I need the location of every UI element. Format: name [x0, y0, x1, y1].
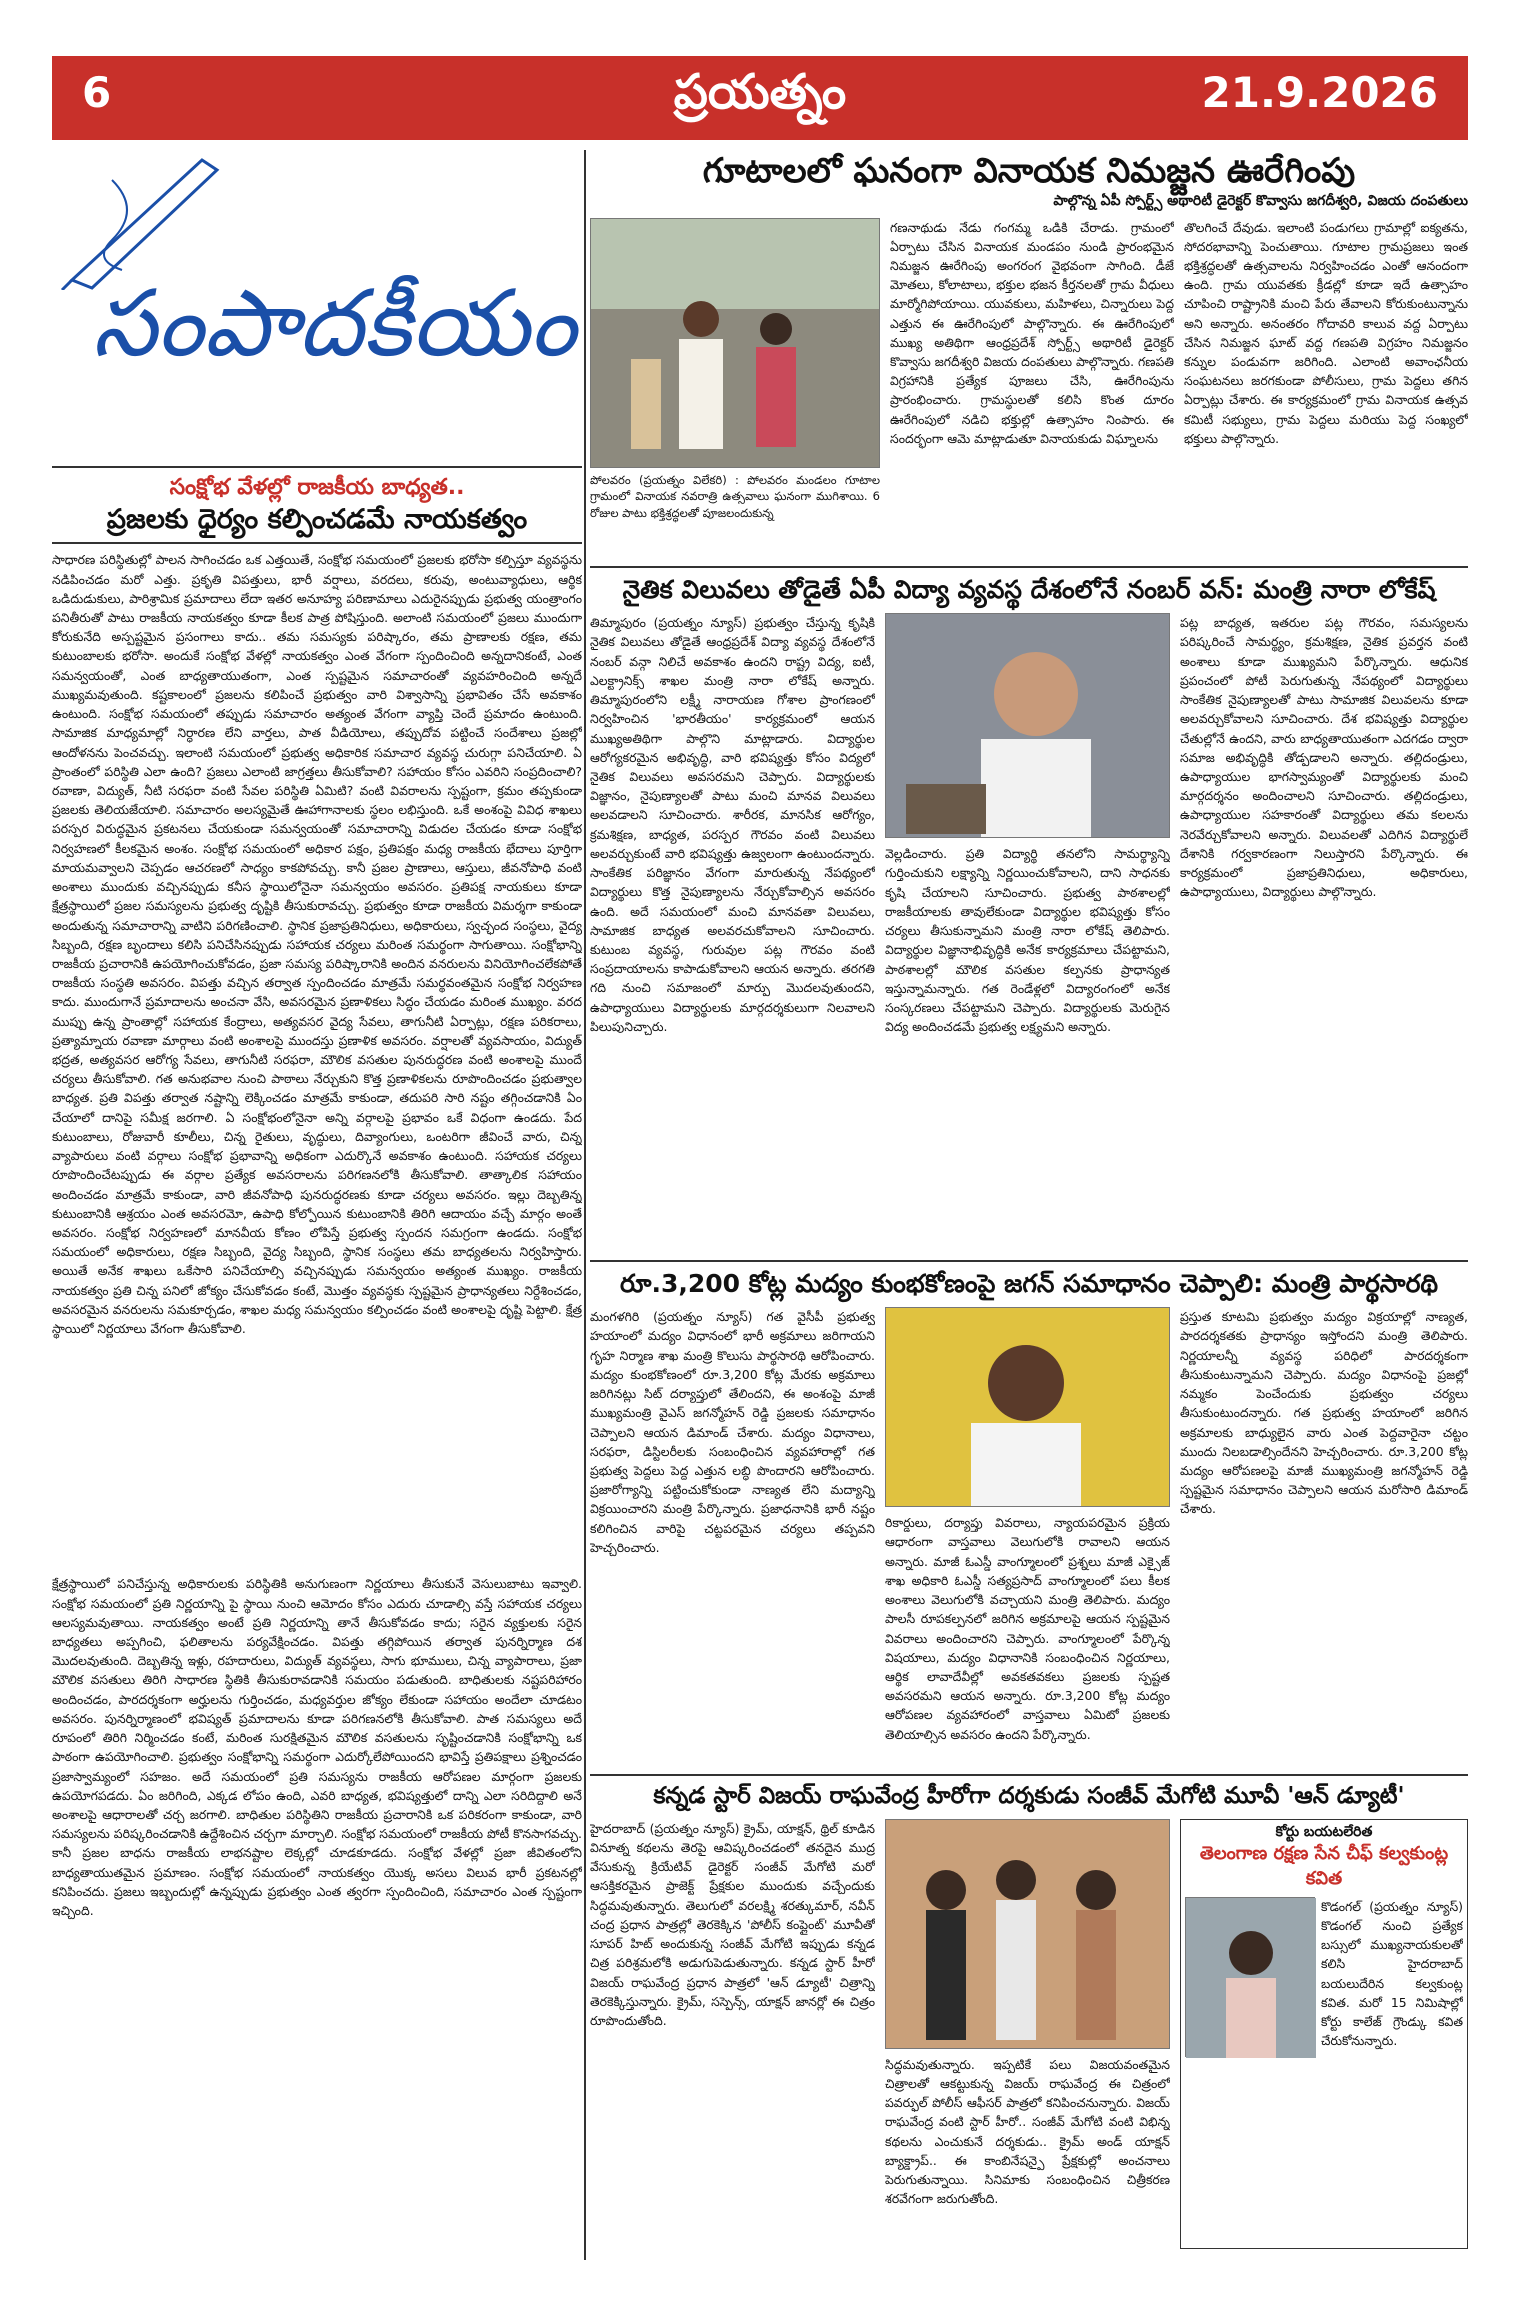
article-body: తిమ్మాపురం (ప్రయత్నం న్యూస్) ప్రభుత్వం చేస్తున్న కృషికి నైతిక విలువలు తోడైతే ఆంధ్రప్రదేశ్ విద్యా వ్యవస్థ దేశంలోనే నంబర్ వన్గా నిలిచే అవకాశం ఉందని రాష్ట్ర విద్య, ఐటీ, ఎలక్ట్రానిక్స్ శాఖల మంత్రి నారా లోకేష్ అన్నారు. తిమ్మాపురంలోని లక్ష్మీ నారాయణ గోశాల ప్రాంగణంలో నిర్వహించిన 'భారతీయం' కార్యక్రమంలో ఆయన ముఖ్యఅతిథిగా పాల్గొని మాట్లాడారు. విద్యార్థుల ఆరోగ్యకరమైన అభివృద్ధి, వారి భవిష్యత్తు కోసం విద్యలో నైతిక విలువలు అవసరమని చెప్పారు. విద్యార్థులకు విజ్ఞానం, నైపుణ్యాలతో పాటు మంచి మానవ విలువలు అలవడాలని సూచించారు. శారీరక, మానసిక ఆరోగ్యం, క్రమశిక్షణ, బాధ్యత, పరస్పర గౌరవం వంటి విలువలు అలవర్చుకుంటే వారి భవిష్యత్తు ఉజ్వలంగా ఉంటుందన్నారు. సాంకేతిక పరిజ్ఞానం వేగంగా మారుతున్న నేపథ్యంలో విద్యార్థులు కొత్త నైపుణ్యాలను నేర్చుకోవాల్సిన అవసరం ఉంది. అదే సమయంలో మంచి మానవతా విలువలు, సామాజిక బాధ్యత అలవరచుకోవాలని సూచించారు. కుటుంబ వ్యవస్థ, గురువుల పట్ల గౌరవం వంటి సంప్రదాయాలను కాపాడుకోవాలని ఆయన అన్నారు. తరగతి గది నుంచి సమాజంలో మార్పు మొదలవుతుందని, ఉపాధ్యాయులు విద్యార్థులకు మార్గదర్శకులుగా నిలవాలని పిలుపునిచ్చారు.: [590, 615, 875, 1034]
article-headline: నైతిక విలువలు తోడైతే ఏపీ విద్యా వ్యవస్థ దేశంలోనే నంబర్ వన్: మంత్రి నారా లోకేష్: [622, 575, 1436, 604]
photo-caption: పోలవరం (ప్రయత్నం విలేకరి) : పోలవరం మండలం గూటాల గ్రామంలో వినాయక నవరాత్రి ఉత్సవాలు ఘనంగా ముగిశాయి. 6 రోజుల పాటు భక్తిశ్రద్ధలతో పూజలందుకున్న: [590, 472, 880, 520]
article-body-third: పట్ల బాధ్యత, ఇతరుల పట్ల గౌరవం, సమస్యలను పరిష్కరించే సామర్థ్యం, క్రమశిక్షణ, నైతిక ప్రవర్తన వంటి అంశాలు కూడా ముఖ్యమని పేర్కొన్నారు. ఆధునిక ప్రపంచంలో పోటీ పెరుగుతున్న నేపథ్యంలో విద్యార్థులు సాంకేతిక నైపుణ్యాలతో పాటు సామాజిక విలువలను కూడా అలవర్చుకోవాలని సూచించారు. దేశ భవిష్యత్తు విద్యార్థుల చేతుల్లోనే ఉందని, వారు బాధ్యతాయుతంగా ఎదగడం ద్వారా సమాజ అభివృద్ధికి తోడ్పడాలని అన్నారు. తల్లిదండ్రులు, ఉపాధ్యాయుల భాగస్వామ్యంతో విద్యార్థులకు మంచి మార్గదర్శనం అందించాలని సూచించారు. తల్లిదండ్రులు, ఉపాధ్యాయుల సహకారంతో విద్యార్థులు తమ కలలను నెరవేర్చుకోవాలని అన్నారు. విలువలతో ఎదిగిన విద్యార్థులే దేశానికి గర్వకారణంగా నిలుస్తారని పేర్కొన్నారు. ఈ కార్యక్రమంలో ప్రజాప్రతినిధులు, అధికారులు, ఉపాధ్యాయులు, విద్యార్థులు పాల్గొన్నారు.: [1180, 615, 1468, 900]
article-body: హైదరాబాద్ (ప్రయత్నం న్యూస్) క్రైమ్, యాక్షన్, థ్రిల్ కూడిన వినూత్న కథలను తెరపై ఆవిష్కరించడంలో తనదైన ముద్ర వేసుకున్న క్రియేటివ్ డైరెక్టర్ సంజీవ్ మేగోటి మరో ఆసక్తికరమైన ప్రాజెక్ట్ ప్రేక్షకుల ముందుకు వచ్చేందుకు సిద్ధమవుతున్నారు. తెలుగులో వరలక్ష్మి శరత్కుమార్, నవీన్ చంద్ర ప్రధాన పాత్రల్లో తెరకెక్కిన 'పోలీస్ కంప్లైంట్' మూవీతో సూపర్ హిట్ అందుకున్న సంజీవ్ మేగోటి ఇప్పుడు కన్నడ చిత్ర పరిశ్రమలోకి అడుగుపెడుతున్నారు. కన్నడ స్టార్ హీరో విజయ్ రాఘవేంద్ర ప్రధాన పాత్రలో 'ఆన్ డ్యూటీ' చిత్రాన్ని తెరకెక్కిస్తున్నారు. క్రైమ్, సస్పెన్స్, యాక్షన్ జానర్లో ఈ చిత్రం రూపొందుతోంది.: [590, 1820, 875, 2028]
procession-photo: [590, 218, 880, 468]
news-column: [590, 150, 1468, 2260]
editorial-headline: ప్రజలకు ధైర్యం కల్పించడమే నాయకత్వం: [106, 503, 528, 535]
divider: [52, 542, 582, 544]
page-number: 6: [82, 68, 112, 117]
article-body: మంగళగిరి (ప్రయత్నం న్యూస్) గత వైసీపీ ప్రభుత్వ హయాంలో మద్యం విధానంలో భారీ అక్రమాలు జరిగాయని గృహ నిర్మాణ శాఖ మంత్రి కొలుసు పార్థసారథి ఆరోపించారు. మద్యం కుంభకోణంలో రూ.3,200 కోట్ల మేరకు అక్రమాలు జరిగినట్లు సిట్ దర్యాప్తులో తేలిందని, ఈ అంశంపై మాజీ ముఖ్యమంత్రి వైఎస్ జగన్మోహన్ రెడ్డి ప్రజలకు సమాధానం చెప్పాలని ఆయన డిమాండ్ చేశారు. మద్యం విధానాలు, సరఫరా, డిస్టిలరీలకు సంబంధించిన వ్యవహారాల్లో గత ప్రభుత్వ పెద్దలు పెద్ద ఎత్తున లబ్ధి పొందారని ఆరోపించారు. ప్రజారోగ్యాన్ని పట్టించుకోకుండా నాణ్యత లేని మద్యాన్ని విక్రయించారని మంత్రి పేర్కొన్నారు. ప్రజాధనానికి భారీ నష్టం కలిగించిన వారిపై చట్టపరమైన చర్యలు తప్పవని హెచ్చరించారు.: [590, 1309, 875, 1555]
article-parthasarathy: [590, 1268, 1468, 1768]
article-kavitha: [1180, 1819, 1468, 2249]
article-headline: గూటాలలో ఘనంగా వినాయక నిమజ్జన ఊరేగింపు: [702, 151, 1356, 191]
people-photo-icon: [886, 1820, 1170, 2049]
editorial-logo: [52, 150, 582, 460]
editorial-logo-text: సంపాదకీయం: [92, 270, 577, 377]
editorial-column: [52, 150, 582, 2260]
masthead: ప్రయత్నం: [673, 64, 847, 120]
person-photo-icon: [886, 1308, 1170, 1507]
person-photo-icon: [1186, 1898, 1316, 2058]
leader-photo: [1185, 1897, 1315, 2057]
article-body: కొడంగల్ (ప్రయత్నం న్యూస్) కొడంగల్ నుంచి ప్రత్యేక బస్సులో ముఖ్యనాయకులతో కలిసి హైదరాబాద్ బయలుదేరిన కల్వకుంట్ల కవిత. మరో 15 నిమిషాల్లో కోర్టు కాలేజ్ గ్రౌండ్కు కవిత చేరుకోనున్నారు.: [1321, 1898, 1463, 2049]
divider: [590, 566, 1468, 568]
article-subhead: పాల్గొన్న ఏపీ స్పోర్ట్స్ అథారిటీ డైరెక్టర్ కొవ్వాసు జగదీశ్వరి, విజయ దంపతులు: [1053, 192, 1468, 209]
person-photo-icon: [886, 614, 1170, 838]
column-divider: [584, 150, 586, 2260]
editorial-body: సాధారణ పరిస్థితుల్లో పాలన సాగించడం ఒక ఎత్తయితే, సంక్షోభ సమయంలో ప్రజలకు భరోసా కల్పిస్తూ వ్యవస్థను నడిపించడం మరో ఎత్తు. ప్రకృతి విపత్తులు, భారీ వర్షాలు, వరదలు, కరువు, అంటువ్యాధులు, ఆర్థిక ఒడిదుడుకులు, పారిశ్రామిక ప్రమాదాలు లేదా ఇతర అనూహ్య పరిణామాలు ఎదురైనప్పుడు ప్రభుత్వ యంత్రాంగం పనితీరుతో పాటు రాజకీయ నాయకత్వం కూడా కీలక పాత్ర పోషిస్తుంది. అలాంటి సమయంలో ప్రజలు ముందుగా కోరుకునేది అస్పష్టమైన ప్రసంగాలు కాదు.. తమ సమస్యకు పరిష్కారం, తమ ప్రాణాలకు రక్షణ, తమ కుటుంబాలకు భరోసా. అందుకే సంక్షోభ వేళల్లో నాయకత్వం ఎంత వేగంగా స్పందించింది అన్నదానికంటే, ఎంత సమన్వయంతో, ఎంత బాధ్యతాయుతంగా, ఎంత స్పష్టమైన సమాచారంతో వ్యవహరించింది అన్నదే ముఖ్యమవుతుంది. కష్టకాలంలో ప్రజలను కలిపించే ప్రభుత్వం వారి విశ్వాసాన్ని ప్రభావితం చేసే అవకాశం ఉంటుంది. సంక్షోభ సమయంలో తప్పుడు సమాచారం అత్యంత వేగంగా వ్యాప్తి చెందే ప్రమాదం ఉంటుంది. సామాజిక మాధ్యమాల్లో నిర్ధారణ లేని వార్తలు, పాత వీడియోలు, తప్పుదోవ పట్టించే సందేశాలు ప్రజల్లో ఆందోళనను పెంచవచ్చు. ఇలాంటి సమయంలో ప్రభుత్వ అధికారిక సమాచార వ్యవస్థ చురుగ్గా పనిచేయాలి. ఏ ప్రాంతంలో పరిస్థితి ఎలా ఉంది? ప్రజలు ఎలాంటి జాగ్రత్తలు తీసుకోవాలి? సహాయం కోసం ఎవరిని సంప్రదించాలి? రవాణా, విద్యుత్, నీటి సరఫరా వంటి సేవల పరిస్థితి ఏమిటి? వంటి వివరాలను స్పష్టంగా, క్రమం తప్పకుండా ప్రజలకు తెలియజేయాలి. సమాచారం అలస్యమైతే ఊహాగానాలకు స్థలం లభిస్తుంది. ఒకే అంశంపై వివిధ శాఖలు పరస్పర విరుద్ధమైన ప్రకటనలు చేయకుండా సమన్వయంతో సమాచారాన్ని విడుదల చేయడం కూడా సంక్షోభ నిర్వహణలో కీలకమైన అంశం. సంక్షోభ సమయంలో అధికార పక్షం, ప్రతిపక్షం మధ్య రాజకీయ భేదాలు పూర్తిగా మాయమవ్వాలని చెప్పడం ఆచరణలో సాధ్యం కాకపోవచ్చు. కానీ ప్రజల ప్రాణాలు, ఆస్తులు, జీవనోపాధి వంటి అంశాలు ముందుకు వచ్చినప్పుడు కనీస స్థాయిలోనైనా సమన్వయం అవసరం. ప్రతిపక్ష నాయకులు కూడా క్షేత్రస్థాయిలో ప్రజల సమస్యలను ప్రభుత్వ దృష్టికి తీసుకురావచ్చు. ప్రభుత్వం కూడా రాజకీయ విమర్శగా కాకుండా అందుతున్న సమాచారాన్ని వాటిని పరిగణించాలి. స్థానిక ప్రజాప్రతినిధులు, అధికారులు, స్వచ్ఛంద సంస్థలు, వైద్య సిబ్బంది, రక్షణ బృందాలు కలిసి పనిచేసినప్పుడు సహాయక చర్యలు మరింత సమర్థంగా సాగుతాయి. సంక్షోభాన్ని రాజకీయ ప్రచారానికి ఉపయోగించుకోవడం, ప్రజా సమస్య పరిష్కారానికి అందిన వనరులను వినియోగించలేకపోతే రాజకీయ సంస్థతి అవసరం. విపత్తు వచ్చిన తర్వాత స్పందించడం మాత్రమే సమర్థవంతమైన సంక్షోభ నిర్వహణ కాదు. ముందుగానే ప్రమాదాలను అంచనా వేసి, అవసరమైన ప్రణాళికలు సిద్ధం చేయడం మరింత ముఖ్యం. వరద ముప్పు ఉన్న ప్రాంతాల్లో సహాయక కేంద్రాలు, అత్యవసర వైద్య సేవలు, తాగునీటి ఏర్పాట్లు, రక్షణ పరికరాలు, ప్రత్యామ్నాయ రవాణా మార్గాలు వంటి అంశాలపై ముందస్తు ప్రణాళిక అవసరం. వర్షాలతో వ్యవసాయం, విద్యుత్ భద్రత, అత్యవసర ఆరోగ్య సేవలు, తాగునీటి సరఫరా, మౌలిక వసతుల పునరుద్ధరణ వంటి అంశాలపై ముందే చర్యలు తీసుకోవాలి. గత అనుభవాల నుంచి పాఠాలు నేర్చుకుని కొత్త ప్రణాళికలను రూపొందించడం ప్రభుత్వాల బాధ్యత. ప్రతి విపత్తు తర్వాత నష్టాన్ని లెక్కించడం మాత్రమే కాకుండా, తదుపరి సారి నష్టం తగ్గించడానికి ఏం చేయాలో దానిపై సమీక్ష జరగాలి. ఏ సంక్షోభంలోనైనా అన్ని వర్గాలపై ప్రభావం ఒకే విధంగా ఉండదు. పేద కుటుంబాలు, రోజువారీ కూలీలు, చిన్న రైతులు, వృద్ధులు, దివ్యాంగులు, ఒంటరిగా జీవించే వారు, చిన్న వ్యాపారులు వంటి వర్గాలు సంక్షోభ ప్రభావాన్ని అధికంగా ఎదుర్కొనే అవకాశం ఉంటుంది. సహాయక చర్యలు రూపొందించేటప్పుడు ఈ వర్గాల ప్రత్యేక అవసరాలను పరిగణనలోకి తీసుకోవాలి. తాత్కాలిక సహాయం అందించడం మాత్రమే కాకుండా, వారి జీవనోపాధి పునరుద్ధరణకు కూడా చర్యలు అవసరం. ఇల్లు దెబ్బతిన్న కుటుంబానికి ఆశ్రయం ఎంత అవసరమో, ఉపాధి కోల్పోయిన కుటుంబానికి తిరిగి ఆదాయం వచ్చే మార్గం అంతే అవసరం. సంక్షోభ నిర్వహణలో మానవీయ కోణం లోపిస్తే ప్రభుత్వ స్పందన సమగ్రంగా ఉండదు. సంక్షోభ సమయంలో అధికారులు, రక్షణ సిబ్బంది, వైద్య సిబ్బంది, స్థానిక సంస్థలు తమ బాధ్యతలను నిర్వహిస్తారు. అయితే అనేక శాఖలు ఒకేసారి పనిచేయాల్సి వచ్చినప్పుడు సమన్వయం అత్యంత ముఖ్యం. రాజకీయ నాయకత్వం ప్రతి చిన్న పనిలో జోక్యం చేసుకోవడం కంటే, మొత్తం వ్యవస్థకు స్పష్టమైన ప్రాధాన్యతలు నిర్దేశించడం, అవసరమైన వనరులను సమకూర్చడం, శాఖల మధ్య సమన్వయం కల్పించడం వంటి అంశాలపై దృష్టి పెట్టాలి. క్షేత్ర స్థాయిలో నిర్ణయాలు వేగంగా తీసుకోవాలి.: [52, 552, 582, 1337]
article-body-third: ప్రస్తుత కూటమి ప్రభుత్వం మద్యం విక్రయాల్లో నాణ్యత, పారదర్శకతకు ప్రాధాన్యం ఇస్తోందని మంత్రి తెలిపారు. నిర్ణయాలన్నీ వ్యవస్థ పరిధిలో పారదర్శకంగా తీసుకుంటున్నామని చెప్పారు. మద్యం విధానంపై ప్రజల్లో నమ్మకం పెంచేందుకు ప్రభుత్వం చర్యలు తీసుకుంటుందన్నారు. గత ప్రభుత్వ హయాంలో జరిగిన అక్రమాలకు బాధ్యులైన వారు ఎంత పెద్దవారైనా చట్టం ముందు నిలబడాల్సిందేనని హెచ్చరించారు. రూ.3,200 కోట్ల మద్యం ఆరోపణలపై మాజీ ముఖ్యమంత్రి జగన్మోహన్ రెడ్డి స్పష్టమైన సమాధానం చెప్పాలని ఆయన మరోసారి డిమాండ్ చేశారు.: [1180, 1309, 1468, 1517]
article-nara-lokesh: [590, 574, 1468, 1254]
divider: [52, 466, 582, 468]
minister-photo: [885, 613, 1170, 838]
article-headline: తెలంగాణ రక్షణ సేన చీఫ్ కల్వకుంట్ల కవిత: [1199, 1842, 1449, 1889]
editorial-kicker: సంక్షోభ వేళల్లో రాజకీయ బాధ్యత..: [169, 475, 465, 500]
article-body-continued: సిద్ధమవుతున్నారు. ఇప్పటికే పలు విజయవంతమైన చిత్రాలతో ఆకట్టుకున్న విజయ్ రాఘవేంద్ర ఈ చిత్రంలో పవర్ఫుల్ పోలీస్ ఆఫీసర్ పాత్రలో కనిపించనున్నారు. విజయ్ రాఘవేంద్ర వంటి స్టార్ హీరో.. సంజీవ్ మేగోటి వంటి విభిన్న కథలను ఎంచుకునే దర్శకుడు.. క్రైమ్ అండ్ యాక్షన్ బ్యాక్డ్రాప్.. ఈ కాంబినేషన్పై ప్రేక్షకుల్లో అంచనాలు పెరుగుతున్నాయి. సినిమాకు సంబంధించిన చిత్రీకరణ శరవేగంగా జరుగుతోంది.: [885, 2056, 1170, 2207]
editorial-body-continued: క్షేత్రస్థాయిలో పనిచేస్తున్న అధికారులకు పరిస్థితికి అనుగుణంగా నిర్ణయాలు తీసుకునే వెసులుబాటు ఇవ్వాలి. సంక్షోభ సమయంలో ప్రతి నిర్ణయాన్ని పై స్థాయి నుంచి ఆమోదం కోసం ఎదురు చూడాల్సి వస్తే సహాయక చర్యలు ఆలస్యమవుతాయి. నాయకత్వం అంటే ప్రతి నిర్ణయాన్ని తానే తీసుకోవడం కాదు; సరైన వ్యక్తులకు సరైన బాధ్యతలు అప్పగించి, ఫలితాలను పర్యవేక్షించడం. విపత్తు తగ్గిపోయిన తర్వాత పునర్నిర్మాణ దశ మొదలవుతుంది. దెబ్బతిన్న ఇళ్లు, రహదారులు, విద్యుత్ వ్యవస్థలు, సాగు భూములు, చిన్న వ్యాపారాలు, ప్రజా మౌలిక వసతులు తిరిగి సాధారణ స్థితికి తీసుకురావడానికి సమయం పడుతుంది. బాధితులకు నష్టపరిహారం అందించడం, పారదర్శకంగా అర్హులను గుర్తించడం, మధ్యవర్తుల జోక్యం లేకుండా సహాయం అందేలా చూడటం అవసరం. పునర్నిర్మాణంలో భవిష్యత్ ప్రమాదాలను కూడా పరిగణనలోకి తీసుకోవాలి. పాత సమస్యలు అదే రూపంలో తిరిగి నిర్మించడం కంటే, మరింత సురక్షితమైన మౌలిక వసతులను సృష్టించడానికి సంక్షోభాన్ని ఒక పాఠంగా ఉపయోగించాలి. ప్రభుత్వం సంక్షోభాన్ని సమర్థంగా ఎదుర్కోలేపోయిందని భావిస్తే ప్రతిపక్షాలు ప్రశ్నించడం ప్రజాస్వామ్యంలో సహజం. అదే సమయంలో ప్రతి సమస్యను రాజకీయ ఆరోపణల మార్గంగా ప్రజలకు ఉపయోగపడదు. ఏం జరిగింది, ఎక్కడ లోపం ఉంది, ఎవరి బాధ్యత, భవిష్యత్తులో దాన్ని ఎలా సరిదిద్దాలి అనే అంశాలపై ఆధారాలతో చర్చ జరగాలి. బాధితుల పరిస్థితిని రాజకీయ ప్రచారానికి ఒక పరికరంగా కాకుండా, వారి సమస్యలను పరిష్కరించడానికి ఉద్దేశించిన చర్చగా మార్చాలి. సంక్షోభ సమయంలో రాజకీయ పోటీ కొనసాగవచ్చు. కానీ ప్రజల బాధను రాజకీయ లాభనష్టాల లెక్కల్లో చూడకూడదు. సంక్షోభ వేళల్లో ప్రజా జీవితంలోని బాధ్యతాయుతమైన ప్రమాణం. సంక్షోభ సమయంలో నాయకత్వం యొక్క అసలు విలువ భారీ ప్రకటనల్లో కనిపించదు. ప్రజలు ఇబ్బందుల్లో ఉన్నప్పుడు ప్రభుత్వం ఎంత త్వరగా స్పందించింది, సమాచారం ఎంత స్పష్టంగా ఇచ్చింది.: [52, 1576, 582, 1919]
minister-photo: [885, 1307, 1170, 1507]
article-headline: రూ.3,200 కోట్ల మద్యం కుంభకోణంపై జగన్ సమాధానం చెప్పాలి: మంత్రి పార్థసారథి: [619, 1269, 1439, 1298]
issue-date: 21.9.2026: [1201, 68, 1438, 117]
people-photo-icon: [591, 219, 880, 468]
divider: [590, 1774, 1468, 1776]
article-kicker: కోర్టు బయటలేరిత: [1275, 1823, 1373, 1840]
divider: [590, 1260, 1468, 1262]
article-body-continued: వెల్లడించారు. ప్రతి విద్యార్థి తనలోని సామర్థ్యాన్ని గుర్తించుకుని లక్ష్యాన్ని నిర్ణయించుకోవాలని, దాని సాధనకు కృషి చేయాలని సూచించారు. ప్రభుత్వ పాఠశాలల్లో రాజకీయాలకు తావులేకుండా విద్యార్థుల భవిష్యత్తు కోసం చర్యలు తీసుకున్నామని మంత్రి నారా లోకేష్ తెలిపారు. విద్యార్థుల విజ్ఞానాభివృద్ధికి అనేక కార్యక్రమాలు చేపట్టామని, పాఠశాలల్లో మౌలిక వసతుల కల్పనకు ప్రాధాన్యత ఇస్తున్నామన్నారు. గత రెండేళ్లలో విద్యారంగంలో అనేక సంస్కరణలు చేపట్టామని చెప్పారు. విద్యార్థులకు మెరుగైన విద్య అందించడమే ప్రభుత్వ లక్ష్యమని అన్నారు.: [885, 846, 1170, 1035]
article-body: గణనాథుడు నేడు గంగమ్మ ఒడికి చేరాడు. గ్రామంలో ఏర్పాటు చేసిన వినాయక మండపం నుండి ప్రారంభమైన నిమజ్జన ఊరేగింపు అంగరంగ వైభవంగా సాగింది. డీజే మోతలు, కోలాటాలు, భక్తుల భజన కీర్తనలతో గ్రామ వీధులు మార్మోగిపోయాయి. యువకులు, మహిళలు, చిన్నారులు పెద్ద ఎత్తున ఈ ఊరేగింపులో పాల్గొన్నారు. ఈ ఊరేగింపులో ముఖ్య అతిథిగా ఆంధ్రప్రదేశ్ స్పోర్ట్స్ అథారిటీ డైరెక్టర్ కొవ్వాసు జగదీశ్వరి విజయ దంపతులు పాల్గొన్నారు. గణపతి విగ్రహానికి ప్రత్యేక పూజలు చేసి, ఊరేగింపును ప్రారంభించారు. గ్రామస్థులతో కలిసి కొంత దూరం ఊరేగింపులో నడిచి భక్తుల్లో ఉత్సాహం నింపారు. ఈ సందర్భంగా ఆమె మాట్లాడుతూ వినాయకుడు విఘ్నాలను: [890, 219, 1174, 446]
page-header: [52, 56, 1468, 140]
article-on-duty-movie: [590, 1782, 1468, 2262]
article-headline: కన్నడ స్టార్ విజయ్ రాఘవేంద్ర హీరోగా దర్శకుడు సంజీవ్ మేగోటి మూవీ 'ఆన్ డ్యూటీ': [653, 1783, 1405, 1809]
pen-icon: [52, 150, 232, 290]
article-body-continued: తొలగించే దేవుడు. ఇలాంటి పండుగలు గ్రామాల్లో ఐక్యతను, సోదరభావాన్ని పెంచుతాయి. గూటాల గ్రామప్రజలు ఇంత భక్తిశ్రద్ధలతో ఉత్సవాలను నిర్వహించడం ఎంతో ఆనందంగా ఉంది. గ్రామ యువతకు క్రీడల్లో కూడా ఇదే ఉత్సాహం చూపించి రాష్ట్రానికి మంచి పేరు తేవాలని కోరుకుంటున్నాను అని అన్నారు. అనంతరం గోదావరి కాలువ వద్ద ఏర్పాటు చేసిన నిమజ్జన ఘాట్ వద్ద గణపతి విగ్రహం నిమజ్జనం కన్నుల పండువగా జరిగింది. ఎలాంటి అవాంఛనీయ సంఘటనలు జరగకుండా పోలీసులు, గ్రామ పెద్దలు తగిన ఏర్పాట్లు చేశారు. ఈ కార్యక్రమంలో గ్రామ వినాయక ఉత్సవ కమిటీ సభ్యులు, గ్రామ పెద్దలు మరియు పెద్ద సంఖ్యలో భక్తులు పాల్గొన్నారు.: [1184, 219, 1468, 446]
movie-launch-photo: [885, 1819, 1170, 2049]
article-ganesh-immersion: [590, 150, 1468, 560]
article-body-continued: రికార్డులు, దర్యాప్తు వివరాలు, న్యాయపరమైన ప్రక్రియ ఆధారంగా వాస్తవాలు వెలుగులోకి రావాలని ఆయన అన్నారు. మాజీ ఓఎస్డీ వాంగ్మూలంలో ప్రశ్నలు మాజీ ఎక్సైజ్ శాఖ అధికారి ఓఎస్డీ సత్యప్రసాద్ వాంగ్మూలంలో పలు కీలక అంశాలు వెలుగులోకి వచ్చాయని మంత్రి తెలిపారు. మద్యం పాలసీ రూపకల్పనలో జరిగిన అక్రమాలపై ఆయన స్పష్టమైన వివరాలు అందించారని చెప్పారు. వాంగ్మూలంలో పేర్కొన్న విషయాలు, మద్యం విధానానికి సంబంధించిన నిర్ణయాలు, ఆర్థిక లావాదేవీల్లో అవకతవకలు ప్రజలకు స్పష్టత అవసరమని ఆయన అన్నారు. రూ.3,200 కోట్ల మద్యం ఆరోపణల వ్యవహారంలో వాస్తవాలు ఏమిటో ప్రజలకు తెలియాల్సిన అవసరం ఉందని పేర్కొన్నారు.: [885, 1515, 1170, 1742]
